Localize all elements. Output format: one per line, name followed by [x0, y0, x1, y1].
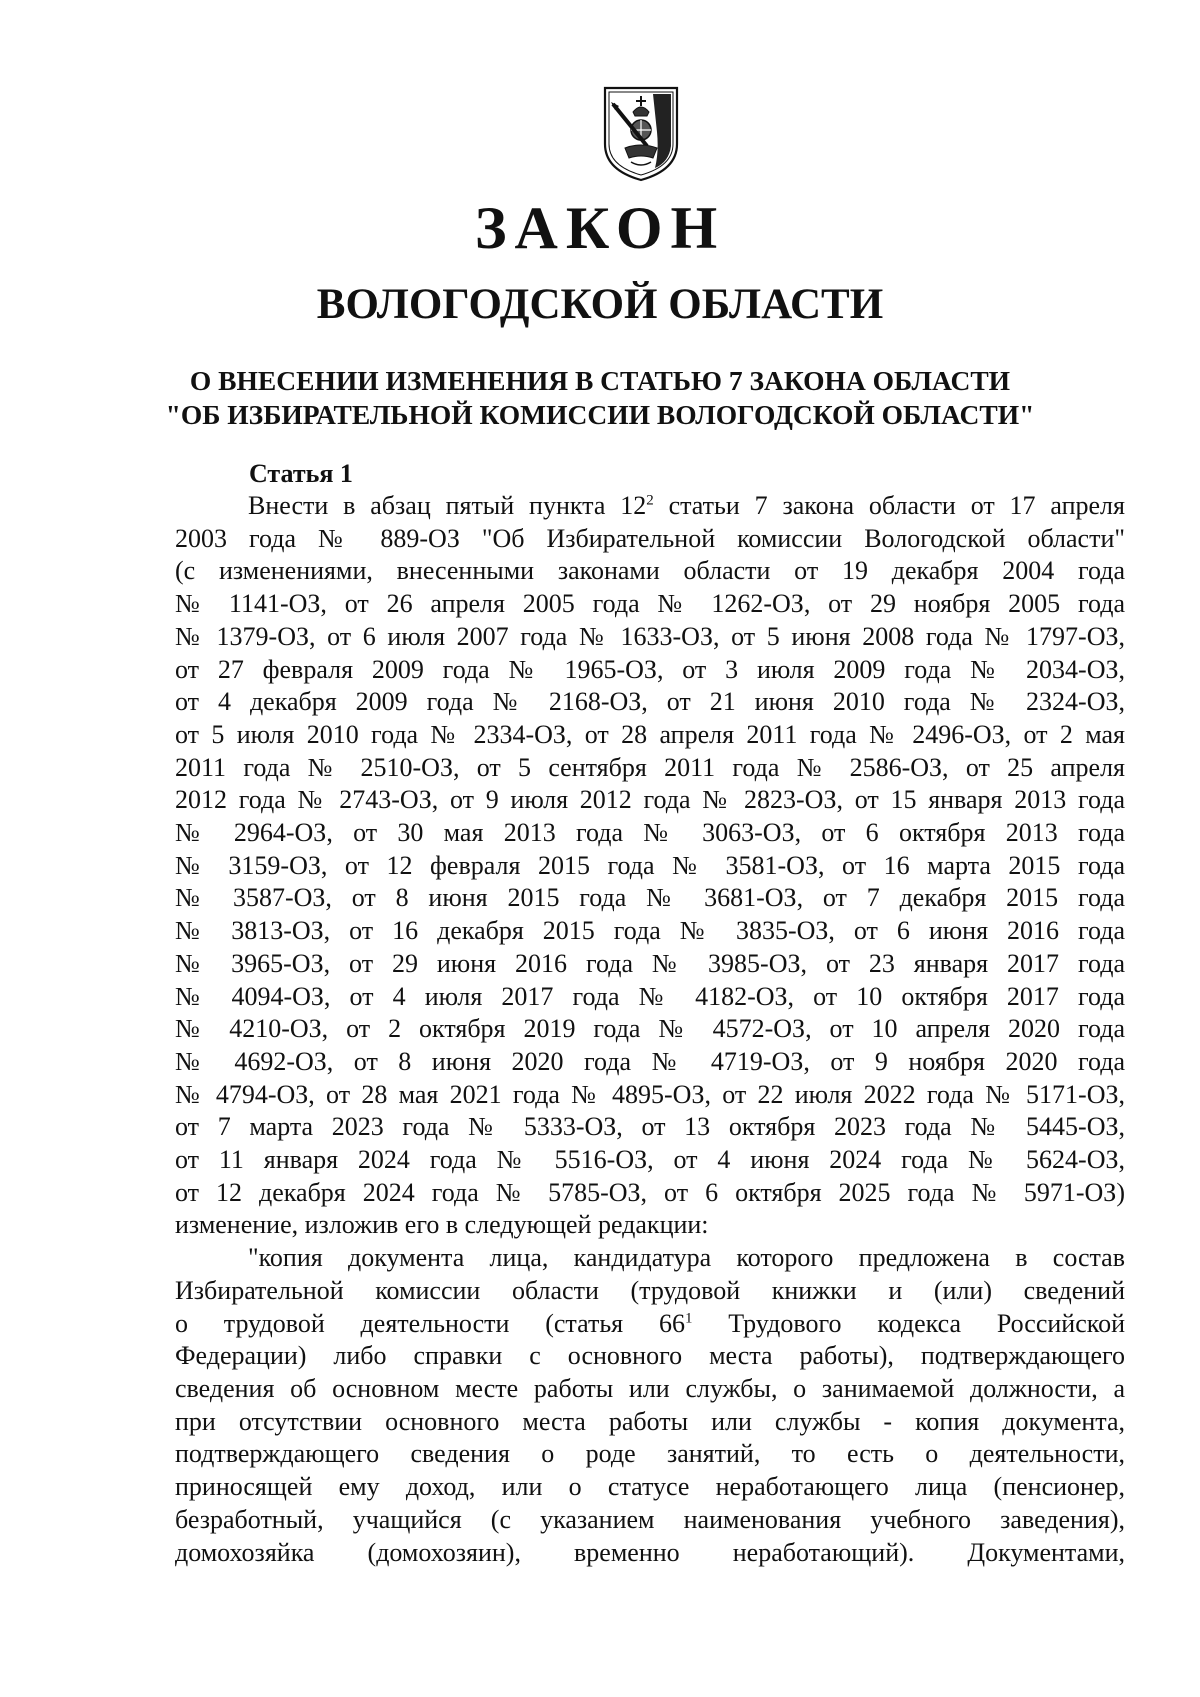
article-line: № 2964-ОЗ, от 30 мая 2013 года № 3063-ОЗ, от 6 октября 2013 года [175, 818, 1125, 848]
article-body [175, 490, 1125, 1569]
article-line: от 12 декабря 2024 года № 5785-ОЗ, от 6 октября 2025 года № 5971-ОЗ) [175, 1177, 1125, 1207]
law-title-line-2: "ОБ ИЗБИРАТЕЛЬНОЙ КОМИССИИ ВОЛОГОДСКОЙ ОБЛАСТИ" [165, 399, 1035, 430]
quote-line: домохозяйка (домохозяин), временно неработающий). Документами, [175, 1537, 1125, 1567]
article-line: № 3587-ОЗ, от 8 июня 2015 года № 3681-ОЗ, от 7 декабря 2015 года [175, 883, 1125, 913]
article-line: от 4 декабря 2009 года № 2168-ОЗ, от 21 июня 2010 года № 2324-ОЗ, [175, 687, 1125, 717]
article-line: (с изменениями, внесенными законами области от 19 декабря 2004 года [175, 556, 1125, 586]
document-subtitle: ВОЛОГОДСКОЙ ОБЛАСТИ [316, 281, 884, 328]
document-title: ЗАКОН [474, 195, 726, 261]
article-line: № 1379-ОЗ, от 6 июля 2007 года № 1633-ОЗ, от 5 июня 2008 года № 1797-ОЗ, [175, 621, 1125, 651]
article-line: № 3813-ОЗ, от 16 декабря 2015 года № 3835-ОЗ, от 6 июня 2016 года [175, 916, 1125, 946]
article-line: № 4094-ОЗ, от 4 июля 2017 года № 4182-ОЗ, от 10 октября 2017 года [175, 981, 1125, 1011]
article-line: № 3159-ОЗ, от 12 февраля 2015 года № 3581-ОЗ, от 16 марта 2015 года [175, 850, 1125, 880]
quote-line: приносящей ему доход, или о статусе неработающего лица (пенсионер, [175, 1472, 1125, 1502]
article-line: от 7 марта 2023 года № 5333-ОЗ, от 13 октября 2023 года № 5445-ОЗ, [175, 1112, 1125, 1142]
article-line: от 27 февраля 2009 года № 1965-ОЗ, от 3 июля 2009 года № 2034-ОЗ, [175, 654, 1125, 684]
article-line: № 4692-ОЗ, от 8 июня 2020 года № 4719-ОЗ, от 9 ноября 2020 года [175, 1046, 1125, 1076]
article-line: 2003 года № 889-ОЗ "Об Избирательной комиссии Вологодской области" [175, 523, 1125, 553]
article-line: № 4210-ОЗ, от 2 октября 2019 года № 4572-ОЗ, от 10 апреля 2020 года [175, 1014, 1125, 1044]
article-line: № 1141-ОЗ, от 26 апреля 2005 года № 1262-ОЗ, от 29 ноября 2005 года [175, 589, 1125, 619]
quote-line: "копия документа лица, кандидатура которого предложена в состав [248, 1243, 1125, 1273]
article-line: № 4794-ОЗ, от 28 мая 2021 года № 4895-ОЗ, от 22 июля 2022 года № 5171-ОЗ, [175, 1079, 1125, 1109]
quote-line: сведения об основном месте работы или службы, о занимаемой должности, а [175, 1373, 1125, 1403]
quote-line: Федерации) либо справки с основного места работы), подтверждающего [175, 1341, 1125, 1371]
coat-of-arms-icon [601, 82, 681, 184]
article-intro-text-cont: статьи 7 закона области от 17 апреля [653, 491, 1125, 520]
article-line: изменение, изложив его в следующей редакции: [175, 1210, 709, 1240]
article-intro-text: Внести в абзац пятый пункта 12 [248, 491, 647, 520]
article-line: 2012 года № 2743-ОЗ, от 9 июля 2012 года № 2823-ОЗ, от 15 января 2013 года [175, 785, 1125, 815]
law-title-line-1: О ВНЕСЕНИИ ИЗМЕНЕНИЯ В СТАТЬЮ 7 ЗАКОНА ОБЛАСТИ [189, 365, 1011, 396]
article-line: 2011 года № 2510-ОЗ, от 5 сентября 2011 года № 2586-ОЗ, от 25 апреля [175, 752, 1125, 782]
law-title [0, 364, 1200, 432]
quote-line-text: о трудовой деятельности (статья 66 [175, 1308, 685, 1338]
article-intro-line [175, 490, 1125, 523]
article-heading: Статья 1 [249, 459, 353, 488]
quote-line: подтверждающего сведения о роде занятий, то есть о деятельности, [175, 1439, 1125, 1469]
quote-line-text-cont: Трудового кодекса Российской [692, 1308, 1125, 1338]
quote-line [175, 1308, 1125, 1341]
quote-line: при отсутствии основного места работы или службы - копия документа, [175, 1406, 1125, 1436]
quote-line: безработный, учащийся (с указанием наименования учебного заведения), [175, 1504, 1125, 1534]
article-line: от 5 июля 2010 года № 2334-ОЗ, от 28 апреля 2011 года № 2496-ОЗ, от 2 мая [175, 719, 1125, 749]
article-intro-superscript: 2 [646, 492, 654, 509]
quote-superscript: 1 [684, 1309, 693, 1326]
article-line: от 11 января 2024 года № 5516-ОЗ, от 4 июня 2024 года № 5624-ОЗ, [175, 1145, 1125, 1175]
quote-line: Избирательной комиссии области (трудовой книжки и (или) сведений [175, 1275, 1125, 1305]
article-line: № 3965-ОЗ, от 29 июня 2016 года № 3985-ОЗ, от 23 января 2017 года [175, 948, 1125, 978]
